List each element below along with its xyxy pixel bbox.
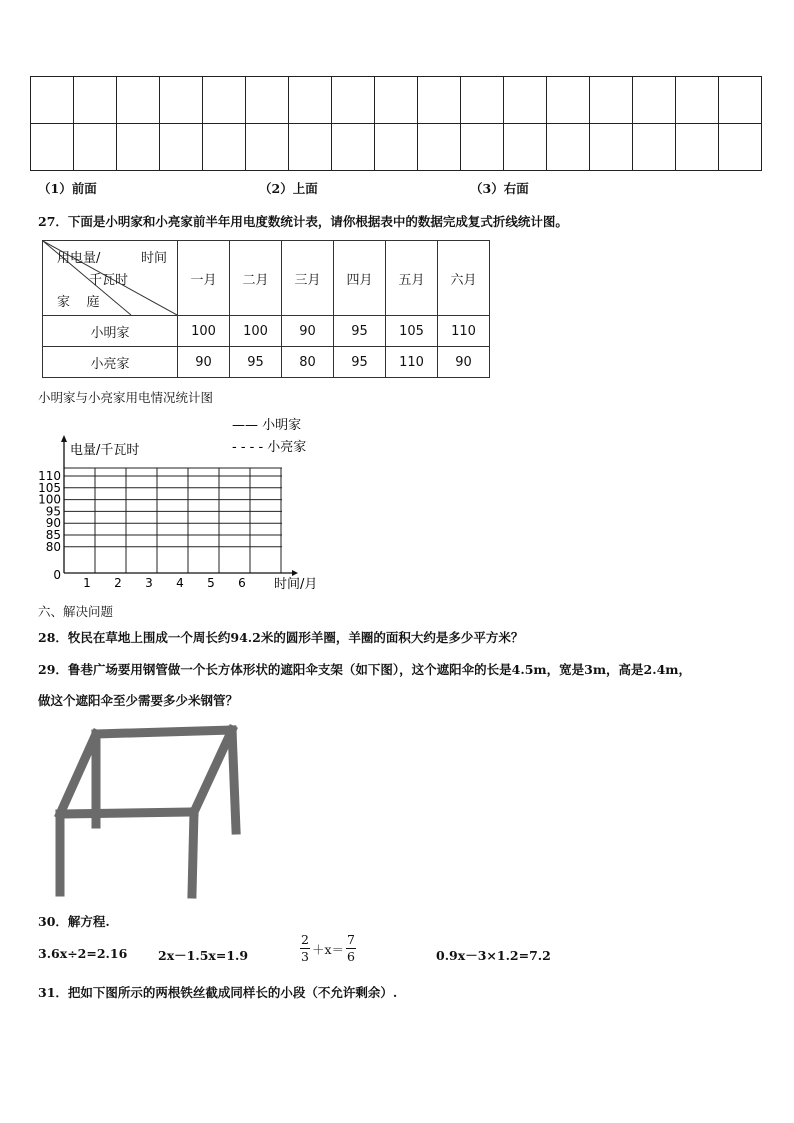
y-tick-label: 95 [45, 504, 61, 519]
grid-cell [676, 124, 719, 171]
table-cell: 90 [438, 347, 490, 378]
table-row [43, 347, 490, 378]
grid-cell [203, 77, 246, 124]
grid-cell [547, 77, 590, 124]
header-usage: 用电量/ [57, 251, 101, 266]
grid-cell [31, 77, 74, 124]
table-cell: 90 [178, 347, 230, 378]
y-tick-label: 90 [45, 516, 61, 531]
grid-row [31, 124, 762, 171]
header-time: 时间 [141, 251, 168, 266]
grid-cell [332, 77, 375, 124]
table-cell: 90 [282, 316, 334, 347]
header-family: 家 庭 [57, 295, 100, 310]
x-axis-arrow [292, 570, 298, 576]
view-drawing-grid [30, 76, 762, 171]
grid-cell [289, 124, 332, 171]
header-unit: 千瓦时 [89, 273, 129, 288]
y-tick-label: 105 [38, 480, 61, 495]
y-tick-label: 85 [45, 528, 61, 542]
equation-4: 0.9x－3×1.2=7.2 [436, 948, 551, 963]
y-axis-label: 电量/千瓦时 [70, 443, 140, 458]
grid-cell [418, 77, 461, 124]
grid-cell [117, 124, 160, 171]
grid-cell [633, 77, 676, 124]
question-27: 27．下面是小明家和小亮家前半年用电度数统计表，请你根据表中的数据完成复式折线统计图。 [38, 214, 568, 229]
x-tick-label: 1 [83, 576, 91, 590]
row-name: 小明家 [43, 316, 178, 347]
view-label-right: （3）右面 [470, 181, 529, 196]
view-label-front: （1）前面 [38, 181, 97, 196]
row-name: 小亮家 [43, 347, 178, 378]
month-header: 一月 [178, 241, 230, 316]
grid-cell [203, 124, 246, 171]
fraction: $\frac{2}{3}$ [301, 932, 309, 964]
table-cell: 95 [230, 347, 282, 378]
month-header: 三月 [282, 241, 334, 316]
chart-ticks [38, 469, 246, 590]
table-cell: 80 [282, 347, 334, 378]
grid-cell [418, 124, 461, 171]
table-cell: 95 [334, 316, 386, 347]
x-tick-label: 6 [238, 576, 246, 590]
table-cell: 110 [438, 316, 490, 347]
question-28: 28．牧民在草地上围成一个周长约94.2米的圆形羊圈，羊圈的面积大约是多少平方米？ [38, 630, 524, 645]
table-cell: 110 [386, 347, 438, 378]
y-tick-label: 0 [53, 568, 61, 582]
equation-1: 3.6x÷2=2.16 [38, 946, 128, 961]
x-tick-label: 2 [114, 576, 122, 590]
grid-cell [547, 124, 590, 171]
month-header: 四月 [334, 241, 386, 316]
y-tick-label: 100 [38, 492, 61, 507]
legend-xiaoming: —— 小明家 [232, 418, 302, 433]
question-30: 30．解方程. [38, 914, 110, 929]
grid-cell [332, 124, 375, 171]
y-tick-label: 110 [38, 469, 61, 483]
y-axis-arrow [61, 435, 67, 442]
equation-2: 2x－1.5x=1.9 [158, 948, 249, 963]
table-cell: 100 [230, 316, 282, 347]
grid-cell [160, 124, 203, 171]
x-tick-label: 3 [145, 576, 153, 590]
grid-cell [160, 77, 203, 124]
chart-title: 小明家与小亮家用电情况统计图 [38, 390, 214, 405]
grid-cell [504, 77, 547, 124]
fraction: $\frac{7}{6}$ [347, 932, 355, 964]
grid-cell [117, 77, 160, 124]
grid-cell [289, 77, 332, 124]
grid-cell [375, 77, 418, 124]
line-chart [30, 412, 340, 597]
question-31: 31．把如下图所示的两根铁丝截成同样长的小段（不允许剩余）. [38, 985, 398, 1000]
grid-cell [676, 77, 719, 124]
grid-row [31, 77, 762, 124]
electricity-table [42, 240, 490, 378]
grid-cell [719, 77, 762, 124]
month-header: 六月 [438, 241, 490, 316]
view-label-top: （2）上面 [259, 181, 318, 196]
question-29-line2: 做这个遮阳伞至少需要多少米钢管？ [38, 693, 239, 708]
grid-cell [590, 124, 633, 171]
grid-cell [461, 77, 504, 124]
table-cell: 100 [178, 316, 230, 347]
grid-cell [633, 124, 676, 171]
grid-cell [461, 124, 504, 171]
table-row [43, 316, 490, 347]
grid-cell [74, 77, 117, 124]
grid-cell [31, 124, 74, 171]
section-heading: 六、解决问题 [38, 604, 114, 619]
x-tick-label: 5 [207, 576, 215, 590]
x-tick-label: 4 [176, 576, 184, 590]
table-corner-header [43, 241, 178, 316]
table-cell: 105 [386, 316, 438, 347]
grid-cell [375, 124, 418, 171]
grid-cell [246, 77, 289, 124]
table-header-row [43, 241, 490, 316]
umbrella-frame-image [40, 712, 250, 900]
question-29-line1: 29．鲁巷广场要用钢管做一个长方体形状的遮阳伞支架（如下图），这个遮阳伞的长是4.5m，宽是3m，高是2.4m， [38, 662, 692, 677]
legend-xiaoliang: - - - - 小亮家 [232, 440, 307, 455]
month-header: 五月 [386, 241, 438, 316]
grid-cell [246, 124, 289, 171]
table-cell: 95 [334, 347, 386, 378]
grid-cell [719, 124, 762, 171]
y-tick-label: 80 [45, 539, 61, 554]
grid-cell [590, 77, 633, 124]
month-header: 二月 [230, 241, 282, 316]
grid-cell [504, 124, 547, 171]
grid-cell [74, 124, 117, 171]
x-axis-label: 时间/月 [274, 577, 318, 592]
equation-3: $\frac{2}{3}$ ＋x＝ $\frac{7}{6}$ [301, 932, 355, 964]
